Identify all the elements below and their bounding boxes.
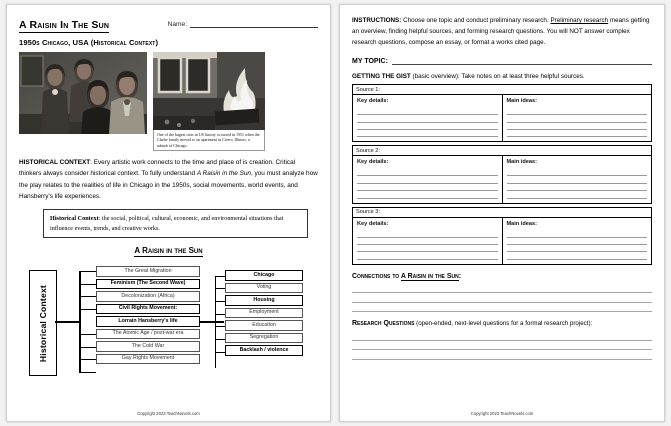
connector-tick [80,309,96,310]
definition-text: : the social, political, cultural, economic, and environmental situations that influence events, trends, and creative works. [50,214,284,232]
write-line[interactable] [507,123,648,130]
diagram-node[interactable]: Decolonization (Africa) [96,291,200,301]
write-line[interactable] [507,130,648,137]
connector-tick [215,339,225,340]
connector-tick [80,296,96,297]
name-field[interactable] [168,19,318,28]
diagram-node[interactable]: Voting [225,283,303,293]
write-line[interactable] [357,176,498,183]
diagram-middle-column [96,266,200,364]
write-line[interactable] [357,252,498,259]
connector-tick [215,276,225,277]
connector-tick [215,352,225,353]
photo-family-wrapper [19,52,147,151]
connector-tick [80,359,96,360]
write-line[interactable] [352,331,652,341]
source-main-ideas-cell[interactable] [503,156,652,202]
worksheet-page-left [6,4,331,422]
photo-caption: One of the largest riots in US history occurred in 1951 when the Clarke family moved to an apartment in Cicero, Illinois, a suburb of Chicago. [153,130,265,151]
diagram-node[interactable]: Education [225,320,303,330]
gist-label: GETTING THE GIST [352,72,411,80]
source-block [352,84,652,142]
historical-context-paragraph [19,157,318,202]
diagram-node[interactable]: Lorrain Hansberry's life [96,316,200,326]
diagram-node[interactable]: The Great Migration [96,266,200,276]
connector-tick [80,284,96,285]
write-line[interactable] [352,350,652,360]
instructions-underlined-term: Preliminary research [550,17,609,24]
write-line[interactable] [352,293,652,303]
write-line[interactable] [357,238,498,245]
diagram-title [19,246,318,255]
write-line[interactable] [357,184,498,191]
diagram-node[interactable]: Feminism (The Second Wave) [96,279,200,289]
gist-text: (basic overview): Take notes on at least three helpful sources. [410,72,585,80]
source-columns [353,218,651,264]
research-questions-heading [352,320,652,327]
write-line[interactable] [357,245,498,252]
source-main-ideas-cell[interactable] [503,95,652,141]
research-questions-label: Research Questions [352,320,415,328]
my-topic-label: MY TOPIC: [352,57,388,65]
write-line[interactable] [507,184,648,191]
diagram-node[interactable]: Segregation [225,333,303,343]
write-line[interactable] [357,230,498,237]
source-key-details-cell[interactable] [353,156,503,202]
worksheet-page-right [339,4,665,422]
write-line[interactable] [357,169,498,176]
instructions-paragraph [352,15,652,49]
diagram-node[interactable]: Civil Rights Movement: [96,304,200,314]
write-line[interactable] [507,115,648,122]
main-ideas-label: Main ideas: [506,220,537,227]
riot-photo [153,52,265,130]
copyright-right: Copyright 2023 TeachNovels.com [470,411,534,416]
connector-tick [80,334,96,335]
write-line[interactable] [507,245,648,252]
page-subtitle: 1950s Chicago, USA (Historical Context) [19,38,159,47]
connector-middle-spine [79,271,81,373]
main-ideas-label: Main ideas: [506,98,537,105]
connector-root-trunk [55,321,80,323]
connector-tick [215,314,225,315]
connector-tick [215,288,225,289]
historical-context-play-title: A Raisin in the Sun [196,170,251,178]
write-line[interactable] [507,108,648,115]
connector-mid-to-right [200,321,224,323]
diagram-root-label: Historical Context [38,284,48,362]
connections-label: Connections to [352,272,401,280]
write-line[interactable] [352,284,652,294]
source-heading[interactable]: Source 2: [353,146,651,156]
title-block [19,15,158,47]
source-main-ideas-cell[interactable] [503,218,652,264]
diagram-root-node [29,270,57,376]
research-questions-note: (open-ended, next-level questions for a formal research project): [414,320,593,328]
write-line[interactable] [507,230,648,237]
instructions-text-2: means getting an overview, finding helpful sources, and forming research questions. You will NOT answer complex research questions, compose an essay, or format a works cited page. [352,17,650,47]
write-line[interactable] [352,341,652,351]
key-details-label: Key details: [357,98,389,105]
photo-riot-wrapper [153,52,265,151]
definition-term: Historical Context [50,214,99,222]
diagram-node[interactable]: Housing [225,295,303,305]
connector-tick [215,326,225,327]
historical-context-diagram [19,260,318,380]
page-title: A Raisin In The Sun [19,19,110,31]
write-line[interactable] [357,123,498,130]
connections-colon: : [458,272,462,280]
diagram-node[interactable]: The Cold War [96,341,200,351]
source-block [352,145,652,203]
source-key-details-cell[interactable] [353,95,503,141]
source-heading[interactable]: Source 1: [353,85,651,95]
page-header [19,15,318,47]
name-label: Name: [167,21,187,28]
historical-context-lead: HISTORICAL CONTEXT [19,159,91,167]
connections-play-title: A Raisin in the Sun [400,272,459,280]
source-columns [353,95,651,141]
write-line[interactable] [357,191,498,198]
source-key-details-cell[interactable] [353,218,503,264]
connections-write-area[interactable] [352,284,652,313]
photo-row [19,52,318,151]
source-heading[interactable]: Source 3: [353,208,651,218]
source-block [352,207,652,265]
write-line[interactable] [507,191,648,198]
write-line[interactable] [507,238,648,245]
instructions-label: INSTRUCTIONS: [352,17,402,24]
write-line[interactable] [507,176,648,183]
connector-tick [215,301,225,302]
family-photo [19,52,147,134]
research-questions-write-area[interactable] [352,331,652,360]
write-line[interactable] [507,169,648,176]
copyright-left: Copyright 2023 TeachNovels.com [137,411,200,416]
diagram-right-column [225,270,303,355]
key-details-label: Key details: [357,159,389,166]
write-line[interactable] [357,130,498,137]
write-line[interactable] [352,303,652,313]
my-topic-field[interactable] [352,55,652,65]
source-columns [353,156,651,202]
diagram-node[interactable]: Gay Rights Movement [96,354,200,364]
historical-context-text-2: , you must analyze how the play relates to the realities of life in Chicago in the 1950s, social movements, world events, and Hansberry's life experiences. [19,170,318,200]
connections-heading [352,273,652,280]
write-line[interactable] [357,115,498,122]
diagram-node[interactable]: The Atomic Age / post-war era [96,329,200,339]
diagram-title-text: A Raisin in the Sun [134,246,203,256]
instructions-text-1: Choose one topic and conduct preliminary research. [401,17,551,24]
family-photo-image [19,52,147,134]
diagram-node[interactable]: Backlash / violence [225,345,303,355]
key-details-label: Key details: [357,220,389,227]
getting-the-gist-heading [352,72,652,81]
name-input-line[interactable] [190,19,318,28]
write-line[interactable] [357,108,498,115]
my-topic-input-line[interactable] [392,55,652,65]
main-ideas-label: Main ideas: [506,159,537,166]
write-line[interactable] [507,252,648,259]
diagram-node[interactable]: Employment [225,308,303,318]
connector-right-spine [215,276,216,368]
diagram-node[interactable]: Chicago [225,270,303,280]
connector-tick [80,347,96,348]
historical-context-text-1: : Every artistic work connects to the time and place of is creation. Critical thinkers always consider historical context. To fully understand [19,159,296,178]
connector-tick [80,372,96,373]
connector-tick [80,271,96,272]
riot-photo-image [153,52,265,130]
definition-box [43,209,308,238]
